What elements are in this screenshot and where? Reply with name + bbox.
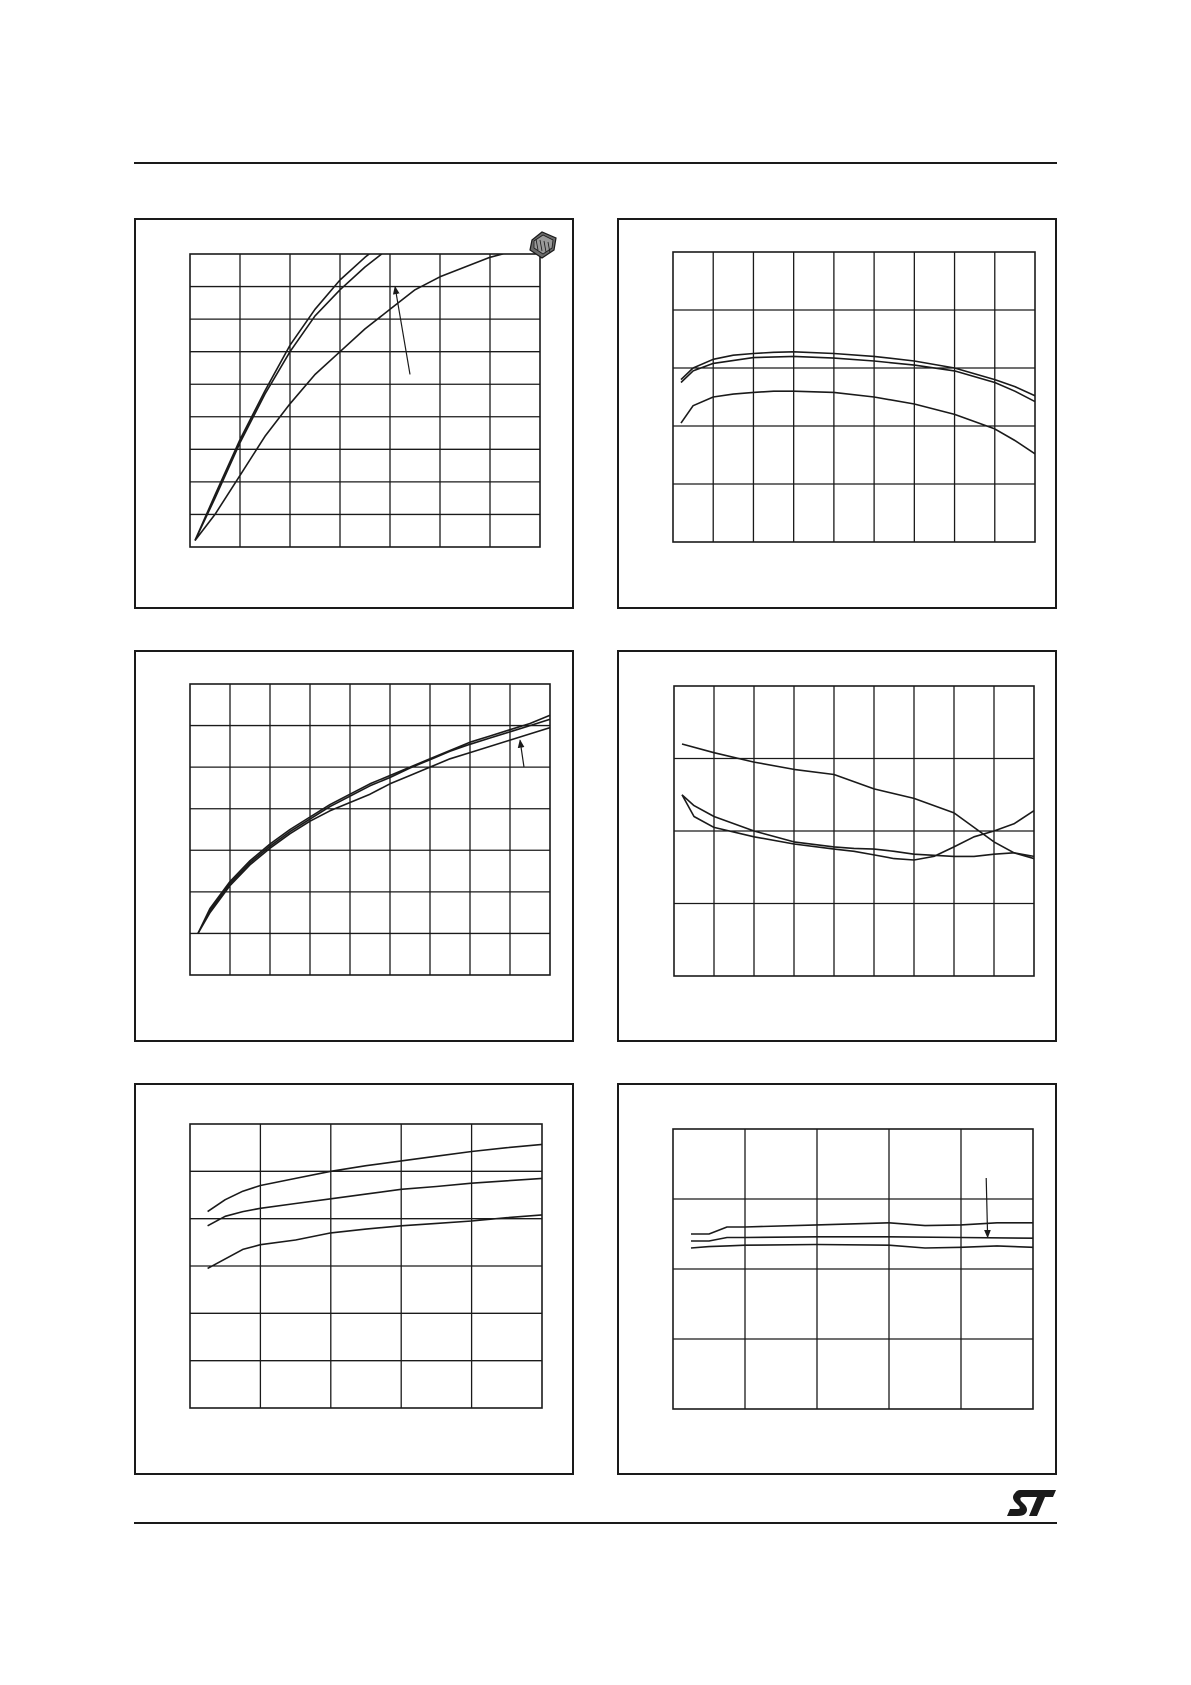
series-line-2 — [682, 795, 1034, 860]
st-logo — [1006, 1488, 1058, 1518]
plot-frame — [673, 252, 1035, 542]
series-group — [198, 715, 550, 933]
series-line-1 — [208, 1144, 542, 1211]
series-line-3 — [691, 1245, 1033, 1249]
chart-5 — [136, 1085, 576, 1477]
grid — [190, 254, 540, 547]
series-group — [681, 352, 1035, 454]
series-line-3 — [195, 244, 535, 540]
chart-panel-2 — [617, 218, 1057, 609]
chart-panel-3 — [134, 650, 574, 1042]
series-group — [195, 220, 535, 540]
chart-panel-5 — [134, 1083, 574, 1475]
grid — [190, 684, 550, 975]
series-line-1 — [198, 715, 550, 933]
series-line-1 — [195, 220, 430, 540]
series-line-2 — [198, 719, 550, 933]
chart-2 — [619, 220, 1059, 611]
header-rule — [134, 162, 1057, 164]
series-line-3 — [208, 1215, 542, 1269]
series-line-3 — [198, 728, 550, 934]
series-line-1 — [691, 1223, 1033, 1234]
series-line-3 — [682, 795, 1034, 857]
chart-panel-1 — [134, 218, 574, 609]
series-group — [691, 1223, 1033, 1248]
series-line-2 — [691, 1237, 1033, 1241]
grid — [190, 1124, 542, 1408]
chart-4 — [619, 652, 1059, 1044]
grid — [673, 252, 1035, 542]
series-group — [682, 744, 1034, 860]
plot-frame — [190, 254, 540, 547]
series-line-1 — [682, 744, 1034, 859]
plot-frame — [190, 684, 550, 975]
chart-1 — [136, 220, 576, 611]
grid — [673, 1129, 1033, 1409]
chart-3 — [136, 652, 576, 1044]
series-line-1 — [681, 352, 1035, 396]
footer-rule — [134, 1522, 1057, 1524]
chart-panel-4 — [617, 650, 1057, 1042]
chart-6 — [619, 1085, 1059, 1477]
chart-panel-6 — [617, 1083, 1057, 1475]
annotation-arrow — [986, 1178, 987, 1238]
annotation-arrow — [520, 740, 524, 767]
series-group — [208, 1144, 542, 1268]
series-line-3 — [681, 391, 1035, 454]
